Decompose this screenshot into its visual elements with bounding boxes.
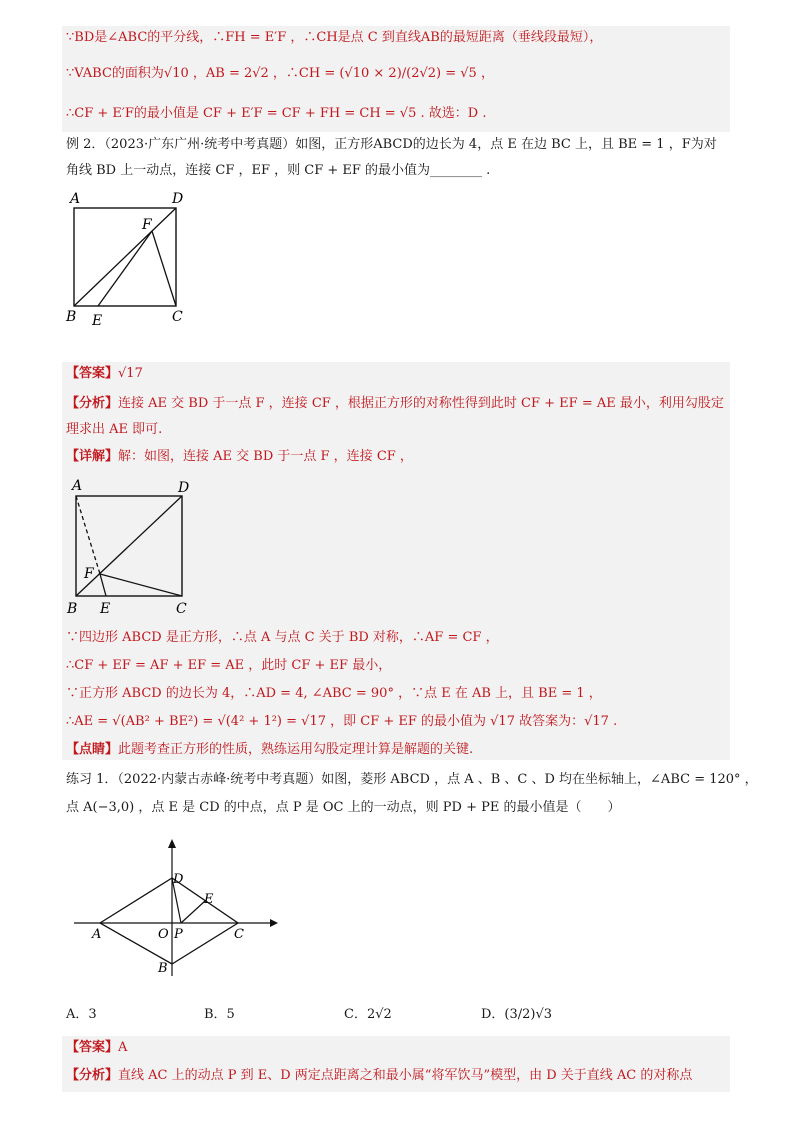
label-d-2: D [178,480,190,496]
option-c: C．2√2 [344,1007,392,1022]
x-axis-arrow [270,919,278,927]
analysis-tag: 【分析】 [66,396,119,411]
analysis2-text: 直线 AC 上的动点 P 到 E、D 两定点距离之和最小属“将军饮马”模型，由 D 关于直线 AC 的对称点 [118,1068,693,1083]
segment-pe [181,901,205,923]
analysis2-row [66,1066,692,1086]
practice-line-1: 练习 1．（2022·内蒙古赤峰·统考中考真题）如图，菱形 ABCD ，点 A 、B 、C 、D 均在坐标轴上，∠ABC = 120° ， [66,772,758,787]
square-figure-2 [62,474,197,620]
answer-value: √17 [118,366,143,381]
analysis-text-2: 理求出 AE 即可. [66,422,163,437]
example2-line-1: 例 2．（2023·广东广州·统考中考真题）如图，正方形ABCD的边长为 4，点 E 在边 BC 上，且 BE = 1 ，F为对 [66,137,717,152]
label-c-2: C [176,601,187,617]
analysis2-tag: 【分析】 [66,1068,119,1083]
example2-line-2: 角线 BD 上一动点，连接 CF ，EF ，则 CF + EF 的最小值为________ . [66,163,491,178]
rhombus-figure [62,836,282,981]
answer-tag: 【答案】 [66,366,119,381]
label-d-3: D [173,872,184,887]
segment-fe-2 [100,574,106,596]
label-e-2: E [100,601,111,617]
option-d: D．(3/2)√3 [481,1007,553,1022]
comment-text: 此题考查正方形的性质，熟练运用勾股定理计算是解题的关键. [118,742,474,757]
y-axis-arrow [168,839,176,848]
label-e: E [92,313,103,328]
label-a-3: A [92,927,102,942]
label-p: P [174,927,183,942]
detail-line-4: ∴AE = √(AB² + BE²) = √(4² + 1²) = √17 ，即 CF + EF 的最小值为 √17 故答案为：√17 . [66,714,618,729]
answer-row [66,364,143,384]
label-f-2: F [84,566,94,582]
label-f: F [142,217,152,233]
label-o: O [158,927,169,942]
option-b: B．5 [204,1007,235,1022]
label-e-3: E [204,892,214,907]
analysis-row-1 [66,394,724,414]
detail-row [66,447,413,467]
solution-line-1: ∵BD是∠ABC的平分线，∴FH = E′F ，∴CH是点 C 到直线AB的最短距离（垂线段最短）， [66,30,603,45]
label-d: D [172,191,184,207]
label-c: C [172,309,183,325]
detail-line-2: ∴CF + EF = AF + EF = AE ，此时 CF + EF 最小， [66,658,392,673]
label-c-3: C [234,927,244,942]
comment-tag: 【点睛】 [66,742,119,757]
comment-row [66,740,473,760]
label-b-2: B [67,601,78,617]
detail-line-3: ∵正方形 ABCD 的边长为 4，∴AD = 4, ∠ABC = 90° ，∵点 E 在 AB 上，且 BE = 1 ， [66,686,602,701]
square-figure-1 [62,188,192,328]
dashed-af [76,496,100,574]
segment-ef [98,231,152,306]
label-a-2: A [72,478,83,494]
label-b-3: B [158,961,168,976]
analysis-text-1: 连接 AE 交 BD 于一点 F ，连接 CF ，根据正方形的对称性得到此时 CF + EF = AE 最小，利用勾股定 [118,396,724,411]
detail-line-1: ∵四边形 ABCD 是正方形，∴点 A 与点 C 关于 BD 对称，∴AF = CF ， [66,630,499,645]
answer2-value: A [118,1040,128,1055]
label-b: B [66,309,77,325]
option-a: A．3 [66,1007,97,1022]
segment-fc [152,231,176,306]
label-a: A [70,191,81,207]
rhombus-abcd [100,878,238,964]
detail-text: 解：如图，连接 AE 交 BD 于一点 F ，连接 CF ， [118,449,413,464]
detail-tag: 【详解】 [66,449,119,464]
segment-fc-2 [100,574,182,596]
answer2-tag: 【答案】 [66,1040,119,1055]
solution-line-3: ∴CF + E′F的最小值是 CF + E′F = CF + FH = CH = √5 . 故选：D . [66,106,487,121]
answer2-row [66,1038,127,1058]
solution-line-2: ∵VABC的面积为√10 ，AB = 2√2 ，∴CH = (√10 × 2)/(2√2) = √5 ， [66,66,494,81]
practice-line-2: 点 A(−3,0) ，点 E 是 CD 的中点，点 P 是 OC 上的一动点，则 PD + PE 的最小值是（ ） [66,800,621,815]
